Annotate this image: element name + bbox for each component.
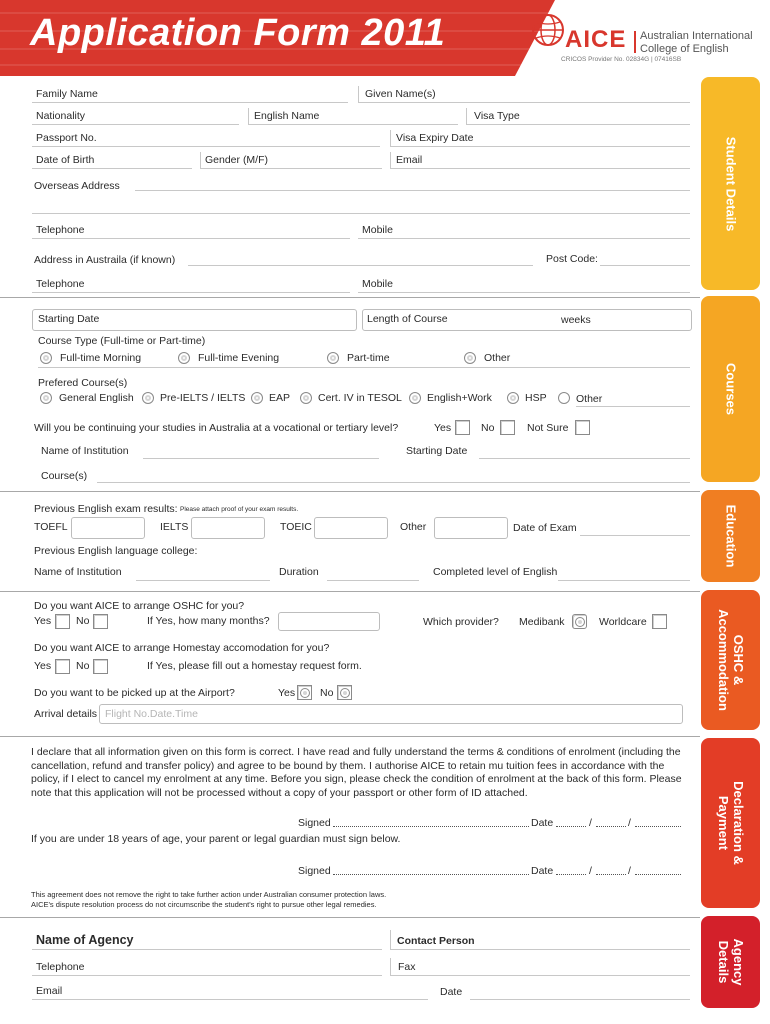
section-divider — [0, 736, 700, 737]
type-other-label: Other — [484, 352, 511, 364]
full-time-evening-label: Full-time Evening — [198, 352, 280, 364]
telephone-field[interactable] — [32, 238, 350, 239]
gender-field[interactable] — [200, 168, 382, 169]
telephone2-field[interactable] — [32, 292, 350, 293]
given-names-field[interactable] — [358, 102, 690, 103]
which-provider-label: Which provider? — [423, 616, 499, 628]
date-of-exam-field[interactable] — [580, 535, 690, 536]
inst-starting-date-label: Starting Date — [406, 445, 468, 457]
family-name-label: Family Name — [36, 88, 98, 100]
email-label: Email — [396, 154, 423, 166]
continue-yes-label: Yes — [434, 422, 452, 434]
mobile2-label: Mobile — [362, 278, 393, 290]
agency-fax-field[interactable] — [390, 975, 690, 976]
pickup-yes-radio-mark — [300, 688, 310, 698]
course-type-label: Course Type (Full-time or Part-time) — [38, 335, 206, 347]
agency-email-field[interactable] — [32, 999, 428, 1000]
general-english-label: General English — [59, 392, 134, 404]
full-time-morning-label: Full-time Morning — [60, 352, 142, 364]
visa-type-label: Visa Type — [474, 110, 520, 122]
dispute-note: AICE's dispute resolution process do not circumscribe the student's right to pursue other legal remedies. — [31, 900, 377, 909]
tab-education — [701, 490, 760, 582]
part-time-radio[interactable] — [327, 352, 339, 364]
dob-label: Date of Birth — [36, 154, 95, 166]
weeks-label: weeks — [561, 314, 591, 326]
date-slash: / — [628, 865, 631, 877]
mobile-field[interactable] — [358, 238, 690, 239]
contact-person-label: Contact Person — [397, 935, 475, 947]
visa-expiry-field[interactable] — [390, 146, 690, 147]
telephone2-label: Telephone — [36, 278, 85, 290]
worldcare-label: Worldcare — [599, 616, 647, 628]
eap-radio[interactable] — [251, 392, 263, 404]
overseas-address-field[interactable] — [135, 190, 690, 191]
prev-results-label: Previous English exam results: — [34, 503, 178, 515]
homestay-note: If Yes, please fill out a homestay request form. — [147, 660, 362, 672]
declaration-text: I declare that all information given on this form is correct. I have read and fully understand the terms & conditions of enrolment (including the cancellation, refund and transfer policy) and agree to be bound by them. I authorise AICE to retain mu tuition fees in accordance with the policy, if I elect to cancel my enrolment at any time. Before you sign, please check the condition of enrolment at the back of this form. Please note that this application will not be processed without a copy of your passport or other form of ID attached. — [31, 746, 682, 799]
completed-level-field[interactable] — [558, 580, 690, 581]
continue-yes-checkbox[interactable] — [455, 420, 470, 435]
hsp-label: HSP — [525, 392, 547, 404]
email-field[interactable] — [390, 168, 690, 169]
signature-field[interactable] — [333, 826, 529, 827]
nationality-field[interactable] — [32, 124, 239, 125]
mobile-label: Mobile — [362, 224, 393, 236]
tab-courses — [701, 296, 760, 482]
tab-student-label: Student Details — [723, 136, 738, 231]
medibank-label: Medibank — [519, 616, 565, 628]
homestay-yes-checkbox[interactable] — [55, 659, 70, 674]
overseas-address-label: Overseas Address — [34, 180, 120, 192]
pref-other-field[interactable] — [576, 406, 690, 407]
agency-date-field[interactable] — [470, 999, 690, 1000]
guardian-date-month-field[interactable] — [596, 874, 626, 875]
english-work-label: English+Work — [427, 392, 492, 404]
guardian-date-day-field[interactable] — [556, 874, 586, 875]
guardian-date-label: Date — [531, 865, 554, 877]
passport-field[interactable] — [32, 146, 380, 147]
tab-oshc-label: OSHC & Accommodation — [715, 609, 746, 711]
arrival-placeholder: Flight No.Date.Time — [105, 708, 198, 720]
pickup-question: Do you want to be picked up at the Airport? — [34, 687, 235, 699]
ielts-label: IELTS — [160, 521, 189, 533]
pickup-yes-label: Yes — [278, 687, 296, 699]
toefl-label: TOEFL — [34, 521, 68, 533]
full-time-evening-radio[interactable] — [178, 352, 190, 364]
guardian-date-year-field[interactable] — [635, 874, 681, 875]
tab-education-label: Education — [723, 504, 738, 568]
visa-type-field[interactable] — [466, 124, 690, 125]
arrival-details-label: Arrival details — [34, 708, 98, 720]
nationality-label: Nationality — [36, 110, 86, 122]
tab-oshc — [701, 590, 760, 730]
worldcare-checkbox[interactable] — [652, 614, 667, 629]
institution-label: Name of Institution — [41, 445, 129, 457]
continue-not-sure-label: Not Sure — [527, 422, 569, 434]
courses-s-label: Course(s) — [41, 470, 88, 482]
pickup-no-radio-mark — [340, 688, 350, 698]
post-code-field[interactable] — [600, 265, 690, 266]
agency-telephone-label: Telephone — [36, 961, 85, 973]
oshc-no-checkbox[interactable] — [93, 614, 108, 629]
college-name-line2: College of English — [640, 43, 729, 55]
signed-label: Signed — [298, 817, 331, 829]
passport-label: Passport No. — [36, 132, 97, 144]
medibank-radio-mark — [575, 617, 585, 627]
continue-no-label: No — [481, 422, 495, 434]
exam-other-label: Other — [400, 521, 427, 533]
contact-person-field[interactable] — [390, 949, 690, 950]
cert-iv-label: Cert. IV in TESOL — [318, 392, 402, 404]
agency-date-label: Date — [440, 986, 463, 998]
agency-telephone-field[interactable] — [32, 975, 382, 976]
how-many-months-label: If Yes, how many months? — [147, 615, 270, 627]
attach-proof-note: Please attach proof of your exam results. — [180, 506, 299, 513]
courses-s-field[interactable] — [97, 482, 690, 483]
date-day-field[interactable] — [556, 826, 586, 827]
date-slash: / — [589, 865, 592, 877]
post-code-label: Post Code: — [546, 253, 598, 265]
toeic-label: TOEIC — [280, 521, 312, 533]
tab-student-details — [701, 77, 760, 290]
eap-label: EAP — [269, 392, 291, 404]
agency-fax-label: Fax — [398, 961, 416, 973]
months-field[interactable] — [278, 612, 380, 631]
type-other-radio[interactable] — [464, 352, 476, 364]
guardian-signature-field[interactable] — [333, 874, 529, 875]
agency-email-label: Email — [36, 985, 63, 997]
pref-other-label: Other — [576, 393, 603, 405]
toefl-field[interactable] — [71, 517, 145, 539]
exam-other-field[interactable] — [434, 517, 508, 539]
aice-logo: AICE — [565, 26, 627, 53]
date-label: Date — [531, 817, 554, 829]
english-work-radio[interactable] — [409, 392, 421, 404]
homestay-yes-label: Yes — [34, 660, 52, 672]
family-name-field[interactable] — [32, 102, 348, 103]
college-name-line1: Australian International — [640, 30, 753, 42]
pickup-no-label: No — [320, 687, 334, 699]
oshc-yes-checkbox[interactable] — [55, 614, 70, 629]
guardian-signed-label: Signed — [298, 865, 331, 877]
tab-declaration — [701, 738, 760, 908]
starting-date-label: Starting Date — [38, 313, 100, 325]
toeic-field[interactable] — [314, 517, 388, 539]
gender-label: Gender (M/F) — [205, 154, 269, 166]
logo-divider — [634, 31, 636, 53]
homestay-question: Do you want AICE to arrange Homestay accomodation for you? — [34, 642, 330, 654]
date-slash: / — [589, 817, 592, 829]
date-month-field[interactable] — [596, 826, 626, 827]
english-name-field[interactable] — [248, 124, 458, 125]
overseas-address-field-2[interactable] — [32, 213, 690, 214]
page-title: Application Form 2011 — [30, 12, 446, 54]
full-time-morning-radio[interactable] — [40, 352, 52, 364]
hsp-radio[interactable] — [507, 392, 519, 404]
section-divider — [0, 297, 700, 298]
section-divider — [0, 491, 700, 492]
edu-institution-field[interactable] — [136, 580, 270, 581]
homestay-no-checkbox[interactable] — [93, 659, 108, 674]
globe-logo-icon — [530, 12, 566, 48]
mobile2-field[interactable] — [358, 292, 690, 293]
oshc-yes-label: Yes — [34, 615, 52, 627]
pref-other-radio[interactable] — [558, 392, 570, 404]
oshc-no-label: No — [76, 615, 90, 627]
prefered-course-label: Prefered Course(s) — [38, 377, 128, 389]
consumer-law-note: This agreement does not remove the right to take further action under Australian consumer protection laws. — [31, 890, 387, 899]
tab-agency-label: Agency Details — [715, 938, 746, 986]
under-18-note: If you are under 18 years of age, your parent or legal guardian must sign below. — [31, 833, 401, 845]
section-divider — [0, 917, 700, 918]
continue-no-checkbox[interactable] — [500, 420, 515, 435]
general-english-radio[interactable] — [40, 392, 52, 404]
au-address-field[interactable] — [188, 265, 533, 266]
agency-name-field[interactable] — [32, 949, 382, 950]
english-name-label: English Name — [254, 110, 320, 122]
oshc-question: Do you want AICE to arrange OSHC for you? — [34, 600, 245, 612]
cricos-number: CRICOS Provider No. 02834G | 07416SB — [561, 56, 682, 63]
date-slash: / — [628, 817, 631, 829]
continue-studies-question: Will you be continuing your studies in Australia at a vocational or tertiary level? — [34, 422, 399, 434]
homestay-no-label: No — [76, 660, 90, 672]
cert-iv-radio[interactable] — [300, 392, 312, 404]
duration-field[interactable] — [327, 580, 419, 581]
continue-not-sure-checkbox[interactable] — [575, 420, 590, 435]
section-divider — [0, 591, 700, 592]
tab-courses-label: Courses — [723, 362, 738, 416]
part-time-label: Part-time — [347, 352, 390, 364]
duration-label: Duration — [279, 566, 319, 578]
au-address-label: Address in Austraila (if known) — [34, 254, 176, 266]
inst-starting-date-field[interactable] — [479, 458, 690, 459]
telephone-label: Telephone — [36, 224, 85, 236]
tab-declaration-label: Declaration & Payment — [715, 781, 746, 865]
visa-expiry-label: Visa Expiry Date — [396, 132, 474, 144]
pre-ielts-label: Pre-IELTS / IELTS — [160, 392, 246, 404]
institution-field[interactable] — [143, 458, 379, 459]
date-year-field[interactable] — [635, 826, 681, 827]
edu-institution-label: Name of Institution — [34, 566, 122, 578]
agency-name-label: Name of Agency — [36, 933, 134, 947]
length-label: Length of Course — [367, 313, 448, 325]
dob-field[interactable] — [32, 168, 192, 169]
given-names-label: Given Name(s) — [365, 88, 436, 100]
date-of-exam-label: Date of Exam — [513, 522, 577, 534]
ielts-field[interactable] — [191, 517, 265, 539]
pre-ielts-radio[interactable] — [142, 392, 154, 404]
tab-agency — [701, 916, 760, 1008]
completed-level-label: Completed level of English — [433, 566, 558, 578]
prev-college-label: Previous English language college: — [34, 545, 198, 557]
